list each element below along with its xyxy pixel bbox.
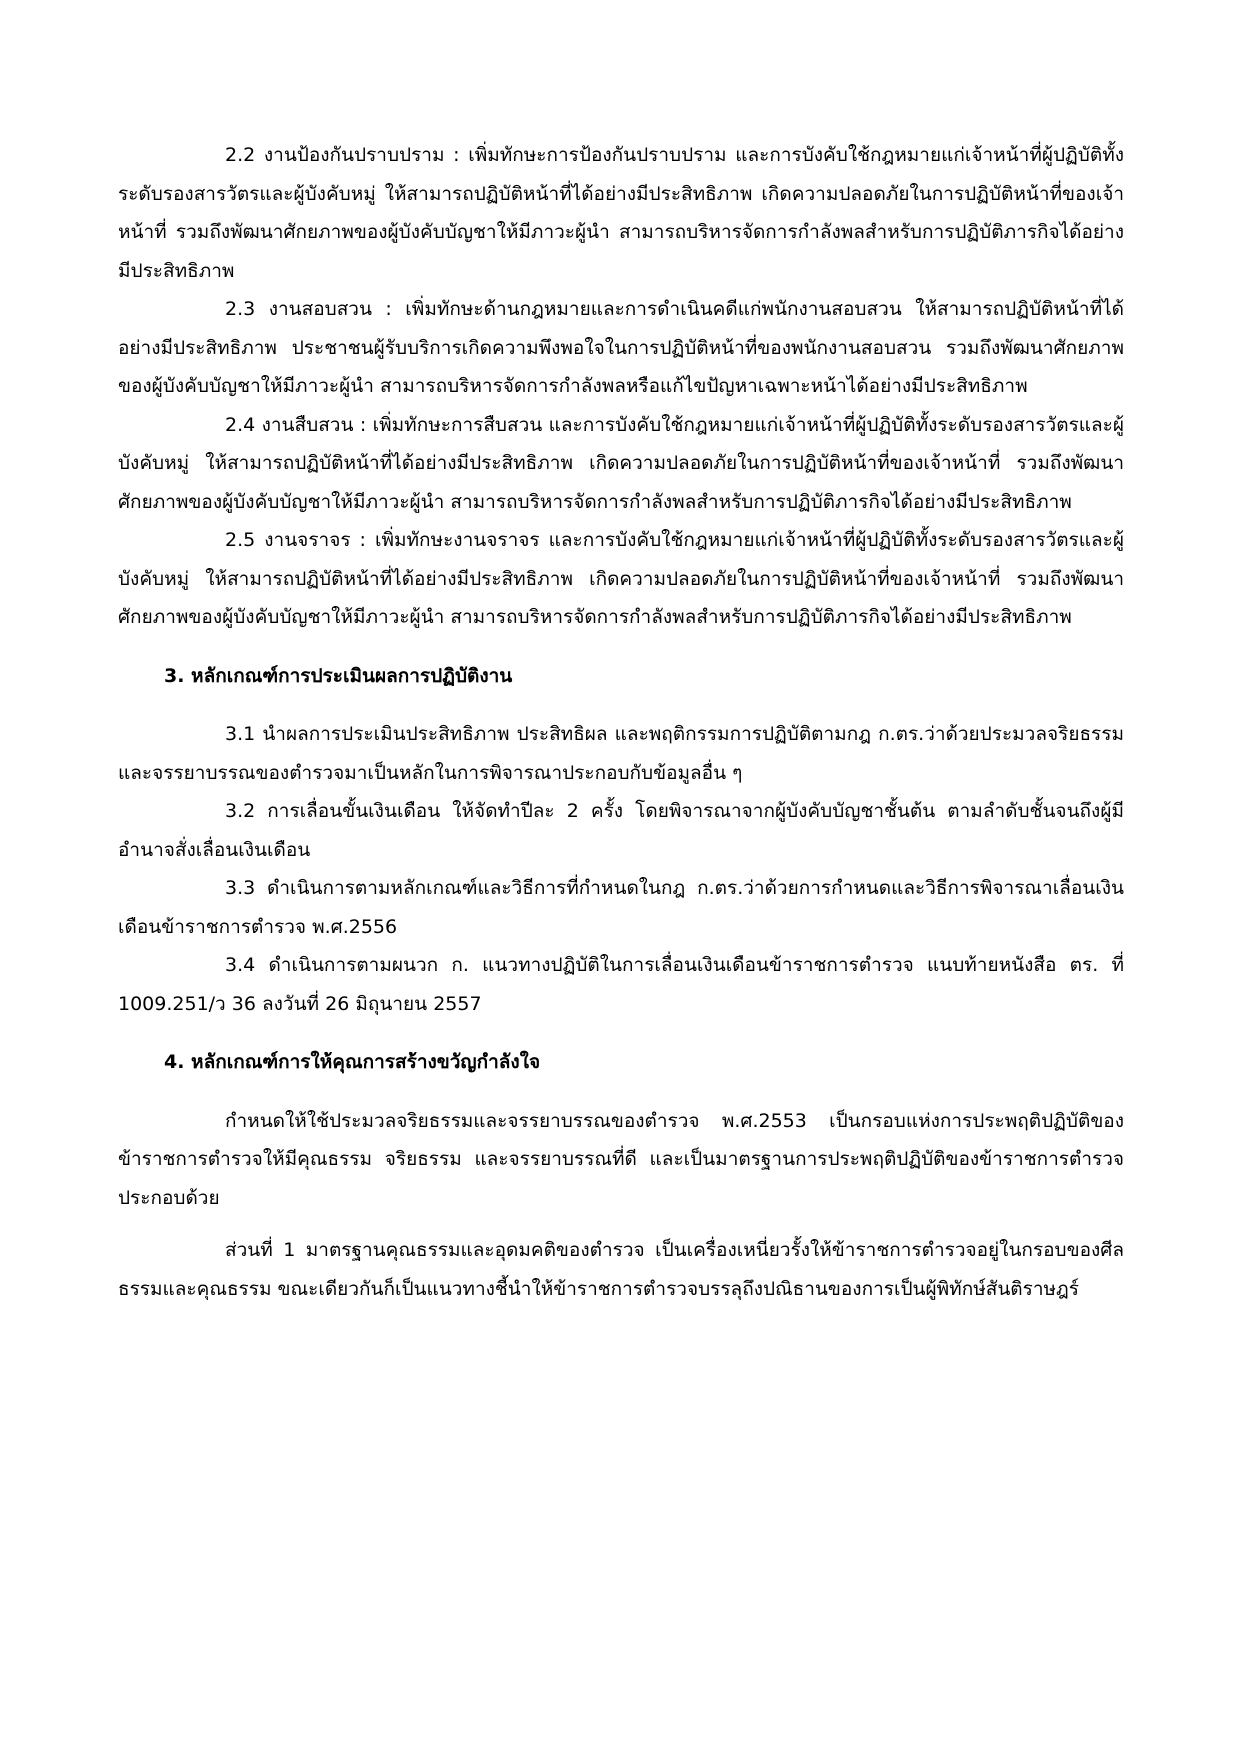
paragraph-3-3: 3.3 ดำเนินการตามหลักเกณฑ์และวิธีการที่กำหนดในกฎ ก.ตร.ว่าด้วยการกำหนดและวิธีการพิจารณาเลื่อนเงินเดือนข้าราชการตำรวจ พ.ศ.2556 <box>118 877 1124 938</box>
section-3-heading: 3. หลักเกณฑ์การประเมินผลการปฏิบัติงาน <box>164 664 513 687</box>
spacer <box>118 1217 1124 1231</box>
paragraph-4-intro: กำหนดให้ใช้ประมวลจริยธรรมและจรรยาบรรณของตำรวจ พ.ศ.2553 เป็นกรอบแห่งการประพฤติปฏิบัติของข้าราชการตำรวจให้มีคุณธรรม จริยธรรม และจรรยาบรรณที่ดี และเป็นมาตรฐานการประพฤติปฏิบัติของข้าราชการตำรวจ ประกอบด้วย <box>118 1109 1124 1209</box>
paragraph-4-part1: ส่วนที่ 1 มาตรฐานคุณธรรมและอุดมคติของตำรวจ เป็นเครื่องเหนี่ยวรั้งให้ข้าราชการตำรวจอยู่ในกรอบของศีลธรรมและคุณธรรม ขณะเดียวกันก็เป็นแนวทางชี้นำให้ข้าราชการตำรวจบรรลุถึงปณิธานของการเป็นผู้พิทักษ์สันติราษฎร์ <box>118 1239 1124 1300</box>
paragraph-3-2: 3.2 การเลื่อนขั้นเงินเดือน ให้จัดทำปีละ 2 ครั้ง โดยพิจารณาจากผู้บังคับบัญชาชั้นต้น ตามลำดับชั้นจนถึงผู้มีอำนาจสั่งเลื่อนเงินเดือน <box>118 800 1124 861</box>
paragraph-2-4: 2.4 งานสืบสวน : เพิ่มทักษะการสืบสวน และการบังคับใช้กฎหมายแก่เจ้าหน้าที่ผู้ปฏิบัติทั้งระดับรองสารวัตรและผู้บังคับหมู่ ให้สามารถปฏิบัติหน้าที่ได้อย่างมีประสิทธิภาพ เกิดความปลอดภัยในการปฏิบัติหน้าที่ของเจ้าหน้าที่ รวมถึงพัฒนาศักยภาพของผู้บังคับบัญชาให้มีภาวะผู้นำ สามารถบริหารจัดการกำลังพลสำหรับการปฏิบัติภารกิจได้อย่างมีประสิทธิภาพ <box>118 413 1124 513</box>
paragraph-2-2: 2.2 งานป้องกันปราบปราม : เพิ่มทักษะการป้องกันปราบปราม และการบังคับใช้กฎหมายแก่เจ้าหน้าที่ผู้ปฏิบัติทั้งระดับรองสารวัตรและผู้บังคับหมู่ ให้สามารถปฏิบัติหน้าที่ได้อย่างมีประสิทธิภาพ เกิดความปลอดภัยในการปฏิบัติหน้าที่ของเจ้าหน้าที่ รวมถึงพัฒนาศักยภาพของผู้บังคับบัญชาให้มีภาวะผู้นำ สามารถบริหารจัดการกำลังพลสำหรับการปฏิบัติภารกิจได้อย่างมีประสิทธิภาพ <box>118 144 1124 282</box>
paragraph-2-3: 2.3 งานสอบสวน : เพิ่มทักษะด้านกฎหมายและการดำเนินคดีแก่พนักงานสอบสวน ให้สามารถปฏิบัติหน้าที่ได้อย่างมีประสิทธิภาพ ประชาชนผู้รับบริการเกิดความพึงพอใจในการปฏิบัติหน้าที่ของพนักงานสอบสวน รวมถึงพัฒนาศักยภาพของผู้บังคับบัญชาให้มีภาวะผู้นำ สามารถบริหารจัดการกำลังพลหรือแก้ไขปัญหาเฉพาะหน้าได้อย่างมีประสิทธิภาพ <box>118 298 1124 397</box>
paragraph-3-4: 3.4 ดำเนินการตามผนวก ก. แนวทางปฏิบัติในการเลื่อนเงินเดือนข้าราชการตำรวจ แนบท้ายหนังสือ ตร. ที่ 1009.251/ว 36 ลงวันที่ 26 มิถุนายน 2557 <box>118 954 1124 1015</box>
paragraph-3-1: 3.1 นำผลการประเมินประสิทธิภาพ ประสิทธิผล และพฤติกรรมการปฏิบัติตามกฎ ก.ตร.ว่าด้วยประมวลจริยธรรมและจรรยาบรรณของตำรวจมาเป็นหลักในการพิจารณาประกอบกับข้อมูลอื่น ๆ <box>118 723 1124 784</box>
paragraph-2-5: 2.5 งานจราจร : เพิ่มทักษะงานจราจร และการบังคับใช้กฎหมายแก่เจ้าหน้าที่ผู้ปฏิบัติทั้งระดับรองสารวัตรและผู้บังคับหมู่ ให้สามารถปฏิบัติหน้าที่ได้อย่างมีประสิทธิภาพ เกิดความปลอดภัยในการปฏิบัติหน้าที่ของเจ้าหน้าที่ รวมถึงพัฒนาศักยภาพของผู้บังคับบัญชาให้มีภาวะผู้นำ สามารถบริหารจัดการกำลังพลสำหรับการปฏิบัติภารกิจได้อย่างมีประสิทธิภาพ <box>118 529 1124 628</box>
document-page <box>118 136 1124 1308</box>
section-4-heading: 4. หลักเกณฑ์การให้คุณการสร้างขวัญกำลังใจ <box>164 1051 541 1073</box>
